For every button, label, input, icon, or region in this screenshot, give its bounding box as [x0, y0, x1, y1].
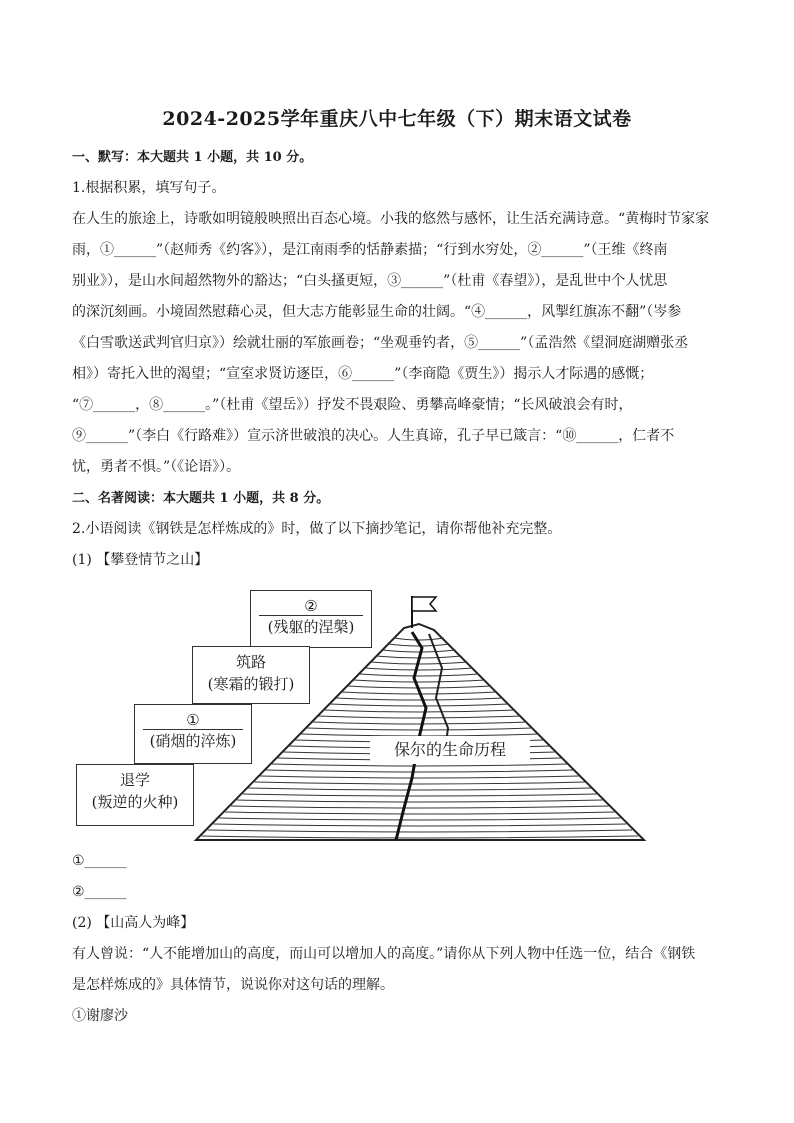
answer-blank-2: ②______ [72, 884, 127, 900]
question-1-prompt: 1.根据积累，填写句子。 [72, 180, 226, 196]
passage-line: 在人生的旅途上，诗歌如明镜般映照出百态心境。小我的悠然与感怀，让生活充满诗意。“黄梅时节家家 [72, 211, 710, 227]
step-3-title: 筑路 [235, 653, 266, 671]
part-2-prompt-line: 有人曾说：“人不能增加山的高度，而山可以增加人的高度。”请你从下列人物中任选一位，结合《钢铁 [72, 946, 696, 962]
step-box-2 [134, 704, 252, 764]
section-1 [72, 142, 722, 576]
part-2-title: (2) 【山高人为峰】 [72, 915, 195, 931]
passage-line: 别业》），是山水间超然物外的豁达；“白头搔更短，③______”（杜甫《春望》），是乱世中个人忧思 [72, 273, 668, 289]
passage-line: 的深沉刻画。小境固然慰藉心灵，但大志方能彰显生命的壮阔。“④______，风掣红旗冻不翻”（岑参 [72, 304, 682, 320]
passage-line: ⑨______”（李白《行路难》）宣示济世破浪的决心。人生真谛，孔子早已箴言：“⑩______，仁者不 [72, 428, 675, 444]
option-1: ①谢廖沙 [72, 1008, 128, 1024]
question-2-prompt: 2.小语阅读《钢铁是怎样炼成的》时，做了以下摘抄笔记，请你帮他补充完整。 [72, 521, 562, 537]
step-1-title: 退学 [119, 771, 150, 789]
part-1-title: (1) 【攀登情节之山】 [72, 552, 209, 568]
step-2-title: ① [143, 709, 243, 730]
step-2-subtitle: (硝烟的淬炼) [149, 732, 237, 750]
passage-line: 雨，①______”（赵师秀《约客》），是江南雨季的恬静素描；“行到水穷处，②______”（王维《终南 [72, 242, 668, 258]
mountain-label: 保尔的生命历程 [370, 736, 530, 764]
passage-line: “⑦______，⑧______。”（杜甫《望岳》）抒发不畏艰险、勇攀高峰豪情；“长风破浪会有时， [72, 397, 633, 413]
mountain-diagram [74, 588, 654, 844]
step-box-4 [250, 590, 372, 648]
step-4-subtitle: (残躯的涅槃) [267, 618, 355, 636]
passage-line: 《白雪歌送武判官归京》）绘就壮丽的军旅画卷；“坐观垂钓者，⑤______”（孟浩然《望洞庭湖赠张丞 [72, 335, 689, 351]
step-1-subtitle: (叛逆的火种) [91, 793, 179, 811]
step-3-subtitle: (寒霜的锻打) [207, 675, 295, 693]
section-2-rest [72, 846, 722, 1032]
section-2-heading: 二、名著阅读：本大题共 1 小题，共 8 分。 [72, 491, 330, 506]
step-box-3 [192, 646, 310, 704]
step-box-1 [76, 764, 194, 826]
page-title: 2024-2025学年重庆八中七年级（下）期末语文试卷 [162, 108, 632, 130]
part-2-prompt-line: 是怎样炼成的》具体情节，说说你对这句话的理解。 [72, 977, 394, 993]
passage-line: 忧，勇者不惧。”（《论语》）。 [72, 459, 241, 475]
part-2-prompt [72, 939, 722, 1001]
step-4-title: ② [259, 595, 363, 616]
question-1-passage [72, 204, 722, 483]
answer-blank-1: ①______ [72, 853, 127, 869]
section-1-heading: 一、默写：本大题共 1 小题，共 10 分。 [72, 150, 313, 165]
passage-line: 相》）寄托入世的渴望；“宣室求贤访逐臣，⑥______”（李商隐《贾生》）揭示人才际遇的感慨； [72, 366, 654, 382]
